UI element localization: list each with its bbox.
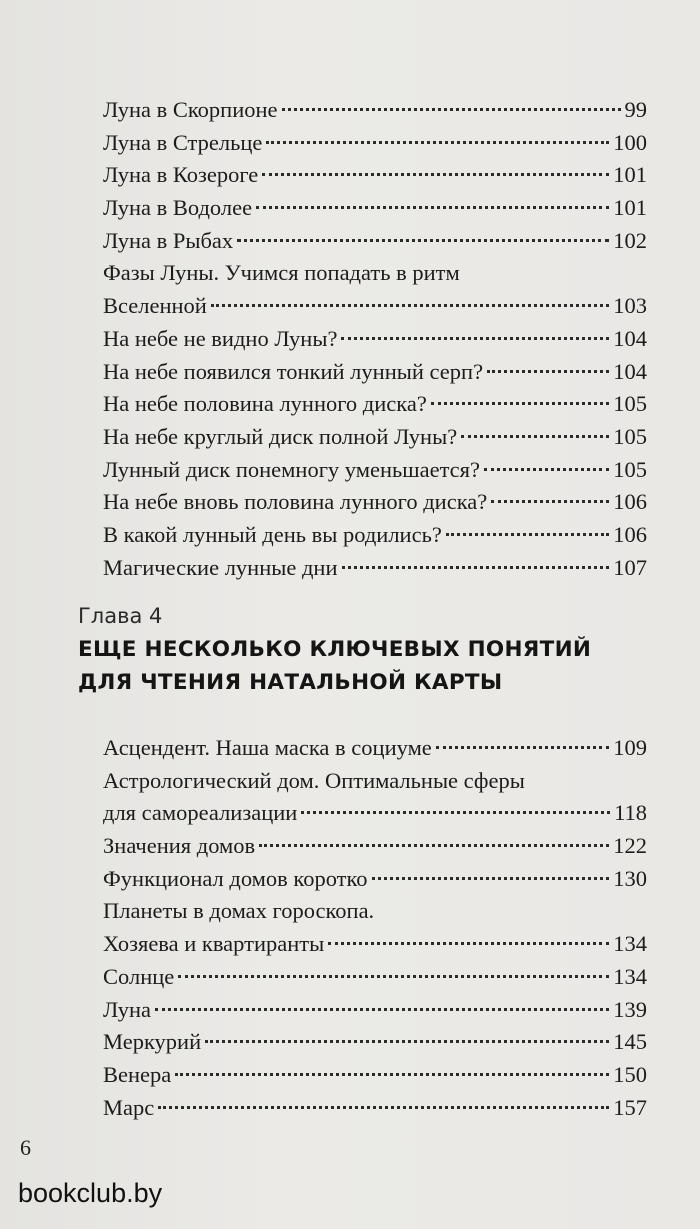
chapter-heading [78,603,658,699]
chapter-title [78,633,658,699]
toc-entry-page: 130 [613,865,647,891]
toc-entry-title: Магические лунные дни [103,554,338,580]
toc-entry [103,94,647,127]
toc-leader-dots [461,435,609,438]
chapter-label: Глава 4 [78,604,163,628]
toc-entry-page: 109 [613,735,647,760]
toc-entry-title: Венера [103,1061,172,1087]
toc-entry [103,1092,647,1125]
toc-entry [103,323,647,356]
toc-entry-page: 106 [613,489,647,515]
toc-entry [103,830,647,863]
toc-leader-dots [259,844,609,847]
toc-entry-page: 101 [613,195,647,221]
toc-entry-page: 100 [613,129,647,155]
toc-entry-title: Марс [103,1094,155,1120]
toc-entry-title: Функционал домов коротко [103,865,368,891]
toc-entry [103,928,647,961]
toc-entry [103,732,647,765]
toc-leader-dots [491,500,609,503]
chapter-title-line2: ДЛЯ ЧТЕНИЯ НАТАЛЬНОЙ КАРТЫ [78,670,503,695]
page-number: 6 [20,1135,31,1160]
toc-entry-title: для самореализации [103,800,298,826]
toc-entry-title: Значения домов [103,833,256,859]
toc-entry-title-line1: Астрологический дом. Оптимальные сферы [103,767,525,793]
toc-entry-title: На небе круглый диск полной Луны? [103,423,458,449]
toc-entry-title: Солнце [103,963,175,989]
toc-entry-page: 145 [613,1029,647,1055]
toc-leader-dots [266,141,609,144]
toc-leader-dots [446,533,609,536]
toc-entry-page: 106 [613,521,647,547]
toc-entry [103,127,647,160]
toc-leader-dots [205,1040,609,1043]
toc-entry [103,519,647,552]
toc-entry-title-line1: Фазы Луны. Учимся попадать в ритм [103,260,460,286]
toc-entry-title: На небе половина лунного диска? [103,391,427,417]
toc-entry-page: 118 [614,800,647,826]
toc-entry-title: На небе не видно Луны? [103,325,338,351]
toc-entry [103,388,647,421]
toc-bottom [103,732,647,1124]
toc-leader-dots [262,173,609,176]
toc-entry-page: 105 [613,423,647,449]
toc-entry [103,486,647,519]
toc-entry-title: Лунный диск понемногу уменьшается? [103,456,481,482]
toc-entry [103,1026,647,1059]
toc-entry-title: Хозяева и квартиранты [103,931,325,957]
toc-leader-dots [211,304,609,307]
toc-leader-dots [301,811,610,814]
toc-leader-dots [341,337,609,340]
toc-entry [103,797,647,830]
toc-entry-page: 134 [613,931,647,957]
toc-entry-page: 107 [613,554,647,580]
toc-entry-title: Вселенной [103,293,207,319]
toc-leader-dots [487,370,609,373]
toc-entry [103,290,647,323]
toc-leader-dots [342,566,610,569]
toc-entry [103,192,647,225]
toc-entry [103,356,647,389]
toc-entry-page: 105 [613,391,647,417]
toc-entry [103,159,647,192]
toc-entry-title: Луна в Скорпионе [103,97,278,122]
toc-entry-page: 134 [613,963,647,989]
toc-leader-dots [484,468,609,471]
toc-entry-title: Луна в Козероге [103,162,259,188]
toc-leader-dots [372,877,610,880]
toc-entry-title: На небе вновь половина лунного диска? [103,489,488,515]
toc-leader-dots [175,1073,609,1076]
toc-entry-title: Меркурий [103,1029,202,1055]
toc-leader-dots [178,975,609,978]
toc-entry [103,1059,647,1092]
toc-entry-title: На небе появился тонкий лунный серп? [103,358,484,384]
toc-entry-page: 139 [613,996,647,1022]
toc-leader-dots [436,746,609,749]
toc-entry-title: Асцендент. Наша маска в социуме [103,735,432,760]
toc-entry-page: 101 [613,162,647,188]
toc-entry-page: 103 [613,293,647,319]
toc-entry-page: 150 [613,1061,647,1087]
toc-leader-dots [237,239,609,242]
toc-entry-title: Луна в Стрельце [103,129,263,155]
toc-entry-page: 105 [613,456,647,482]
toc-leader-dots [431,402,609,405]
toc-entry-title: Луна в Водолее [103,195,253,221]
toc-entry [103,552,647,585]
toc-top [103,94,647,584]
toc-entry-title: В какой лунный день вы родились? [103,521,442,547]
toc-entry-page: 99 [624,97,647,122]
toc-entry-page: 104 [613,325,647,351]
toc-entry-page: 104 [613,358,647,384]
toc-entry-title-line1: Планеты в домах гороскопа. [103,898,375,924]
toc-entry [103,863,647,896]
toc-entry [103,454,647,487]
toc-leader-dots [256,206,609,209]
toc-entry-title: Луна в Рыбах [103,227,234,253]
toc-entry-page: 157 [613,1094,647,1120]
toc-entry [103,994,647,1027]
toc-leader-dots [158,1106,609,1109]
toc-entry-page: 122 [613,833,647,859]
watermark: bookclub.by [18,1178,163,1208]
toc-leader-dots [155,1008,609,1011]
toc-entry-page: 102 [613,227,647,253]
toc-entry [103,961,647,994]
toc-entry [103,421,647,454]
toc-entry-title: Луна [103,996,151,1022]
toc-leader-dots [282,108,621,111]
toc-leader-dots [328,942,609,945]
toc-entry [103,225,647,258]
chapter-title-line1: ЕЩЕ НЕСКОЛЬКО КЛЮЧЕВЫХ ПОНЯТИЙ [78,637,592,662]
